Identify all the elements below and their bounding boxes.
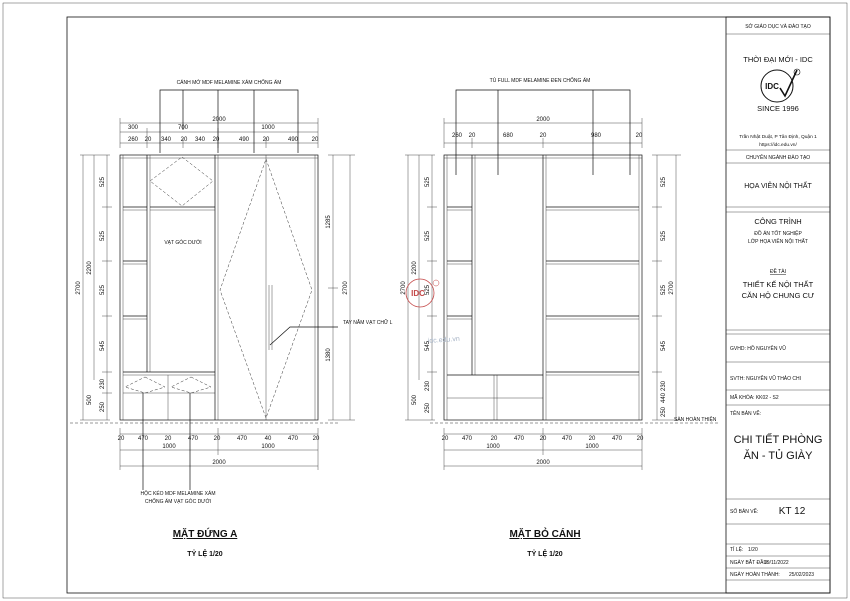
right-dim-right: 545 (661, 340, 667, 352)
tb-topic-label: ĐỀ TÀI (769, 269, 787, 275)
tb-project-2: LỚP HỌA VIÊN NỘI THẤT (748, 239, 808, 245)
tb-scale-label: TỈ LỆ: (730, 547, 744, 553)
left-dim-bottom1: 20 (164, 436, 172, 442)
tb-student: SVTH: NGUYỄN VŨ THẢO CHI (730, 376, 802, 382)
left-dim-left-sub: 2200 (87, 261, 93, 275)
right-view-scale: TỶ LỆ 1/20 (527, 551, 563, 558)
left-dim-top2: 20 (180, 137, 188, 143)
right-dim-bottom1: 20 (441, 436, 449, 442)
left-view-scale: TỶ LỆ 1/20 (187, 551, 223, 558)
left-view-title: MẶT ĐỨNG A (172, 529, 238, 540)
right-dim-bottom3: 2000 (536, 460, 550, 466)
left-dim-right-total: 2700 (343, 281, 349, 295)
tb-website: https://idc.edu.vn/ (759, 143, 797, 148)
right-view-labels (401, 77, 717, 558)
left-dim-left: 250 (100, 401, 106, 413)
left-dim-left-total: 2700 (76, 281, 82, 295)
tb-sheet-label: SỐ BẢN VẼ: (730, 509, 759, 515)
right-view-title: MẶT BỎ CÁNH (509, 529, 581, 540)
tb-end-label: NGÀY HOÀN THÀNH: (730, 572, 780, 578)
left-dim-top2: 340 (160, 137, 172, 143)
left-dim-top2: 340 (194, 137, 206, 143)
tb-end: 25/02/2023 (789, 572, 815, 578)
left-handle-note: TAY NẮM VẠT CHỮ L (343, 320, 393, 326)
right-dim-left: 525 (425, 284, 431, 296)
right-dim-top2: 20 (539, 133, 547, 139)
left-dim-bottom2: 1000 (261, 444, 275, 450)
left-dim-bottom1: 470 (137, 436, 149, 442)
right-dim-bottom1: 20 (636, 436, 644, 442)
right-dim-bottom1: 470 (461, 436, 473, 442)
watermark-text: idc.edu.vn (427, 335, 460, 345)
tb-scale: 1/20 (748, 547, 758, 553)
left-dim-bottom1: 20 (117, 436, 125, 442)
left-dim-bottom1: 20 (312, 436, 320, 442)
tb-major-label: CHUYÊN NGÀNH ĐÀO TẠO (745, 155, 811, 161)
tb-dept: SỞ GIÁO DỤC VÀ ĐÀO TẠO (745, 24, 811, 30)
right-dim-bottom1: 20 (490, 436, 498, 442)
left-dim-left: 525 (100, 284, 106, 296)
tb-school: THỜI ĐẠI MỚI - IDC (743, 55, 813, 64)
tb-course: MÃ KHÓA: KK02 - S2 (730, 395, 779, 401)
tb-project-1: ĐỒ ÁN TỐT NGHIỆP (754, 231, 802, 237)
right-dim-bottom1: 470 (513, 436, 525, 442)
right-dim-right: 250 (661, 406, 667, 418)
left-top-note: CÁNH MỞ MDF MELAMINE XÁM CHỐNG ẨM (176, 80, 282, 86)
inner-border (67, 17, 830, 593)
tb-drawing-2: ĂN - TỦ GIÀY (743, 450, 813, 462)
right-floor-note: SÀN HOÀN THIỆN (674, 417, 717, 423)
left-cabinet-frame (120, 155, 318, 420)
left-dim-top2: 490 (238, 137, 250, 143)
left-dim-bottom3: 2000 (212, 460, 226, 466)
right-dim-right: 525 (661, 230, 667, 242)
outer-border (3, 3, 847, 598)
left-dim-top: 700 (177, 125, 189, 131)
tb-project-label: CÔNG TRÌNH (754, 217, 802, 226)
right-dim-top2: 20 (635, 133, 643, 139)
tb-topic-2: CĂN HỘ CHUNG CƯ (741, 291, 815, 300)
idc-stamp (406, 279, 439, 307)
right-dim-left: 525 (425, 176, 431, 188)
logo-text: IDC (765, 82, 779, 91)
tb-drawing-label: TÊN BẢN VẼ: (730, 411, 762, 417)
left-dim-left: 525 (100, 176, 106, 188)
left-dim-top: 300 (127, 125, 139, 131)
right-dim-top2: 980 (590, 133, 602, 139)
tb-topic-1: THIẾT KẾ NỘI THẤT (742, 280, 814, 289)
right-elevation (405, 90, 720, 470)
tb-start: 19/11/2022 (764, 560, 789, 566)
right-dim-top2: 20 (468, 133, 476, 139)
right-dim-left: 250 (425, 402, 431, 414)
left-dim-left: 230 (100, 378, 106, 390)
left-bottom-note-1: HỘC KÉO MDF MELAMINE XÁM (140, 491, 216, 497)
right-dim-top2: 260 (451, 133, 463, 139)
left-dim-left: 525 (100, 230, 106, 242)
left-dim-top2: 20 (144, 137, 152, 143)
left-dim-top2: 20 (262, 137, 270, 143)
left-dim-bottom1: 40 (264, 436, 272, 442)
right-dim-right: 440 (661, 392, 667, 404)
left-dim-top2: 260 (127, 137, 139, 143)
right-dim-left-sub: 2200 (412, 261, 418, 275)
left-dim-right: 1380 (326, 348, 332, 362)
right-dim-left: 545 (425, 340, 431, 352)
door-swing-diamond-small (150, 157, 213, 206)
stamp-text: IDC (411, 289, 425, 298)
left-view-labels (76, 79, 393, 558)
right-dim-left: 230 (425, 380, 431, 392)
right-dim-right: 525 (661, 284, 667, 296)
left-dim-bottom1: 470 (287, 436, 299, 442)
right-dim-left: 525 (425, 230, 431, 242)
left-mid-note: VẠT GÓC DƯỚI (164, 240, 202, 246)
right-dim-bottom2: 1000 (585, 444, 599, 450)
right-top-note: TỦ FULL MDF MELAMINE ĐEN CHỐNG ẨM (489, 78, 591, 84)
left-dim-bottom1: 470 (236, 436, 248, 442)
right-dim-total-width: 2000 (536, 117, 550, 123)
right-dim-top2: 680 (502, 133, 514, 139)
tb-drawing-1: CHI TIẾT PHÒNG (733, 434, 823, 446)
right-dim-right: 230 (661, 380, 667, 392)
tb-sheet-no: KT 12 (778, 506, 806, 517)
left-dim-top2: 20 (311, 137, 319, 143)
right-dim-left-total: 2700 (401, 281, 407, 295)
left-dim-bottom1: 470 (187, 436, 199, 442)
left-elevation (70, 90, 355, 490)
title-block (726, 17, 830, 593)
left-dim-top2: 490 (287, 137, 299, 143)
left-dim-bottom2: 1000 (162, 444, 176, 450)
tb-address: Trần Nhật Duật, P Tân Định, Quận 1 (739, 135, 817, 140)
tb-major: HỌA VIÊN NỘI THẤT (744, 183, 812, 190)
right-dim-bottom1: 20 (588, 436, 596, 442)
left-dim-right: 1285 (326, 215, 332, 229)
left-dim-bottom1: 20 (213, 436, 221, 442)
right-dim-bottom1: 470 (561, 436, 573, 442)
right-dim-right: 525 (661, 176, 667, 188)
right-dim-bottom1: 470 (611, 436, 623, 442)
left-dim-total-width: 2000 (212, 117, 226, 123)
right-dim-bottom1: 20 (539, 436, 547, 442)
left-bottom-note-2: CHỐNG ẨM VẠT GÓC DƯỚI (144, 499, 212, 505)
right-dim-left: 500 (412, 394, 418, 406)
right-dim-bottom2: 1000 (486, 444, 500, 450)
tb-teacher: GVHD: HỒ NGUYÊN VŨ (730, 346, 786, 352)
left-dim-top: 1000 (261, 125, 275, 131)
right-dim-right-total: 2700 (669, 281, 675, 295)
left-dim-left: 545 (100, 340, 106, 352)
tb-start-label: NGÀY BẮT ĐẦU: (730, 560, 769, 566)
tb-since: SINCE 1996 (757, 104, 799, 113)
left-dim-top2: 20 (212, 137, 220, 143)
left-dim-left: 500 (87, 394, 93, 406)
